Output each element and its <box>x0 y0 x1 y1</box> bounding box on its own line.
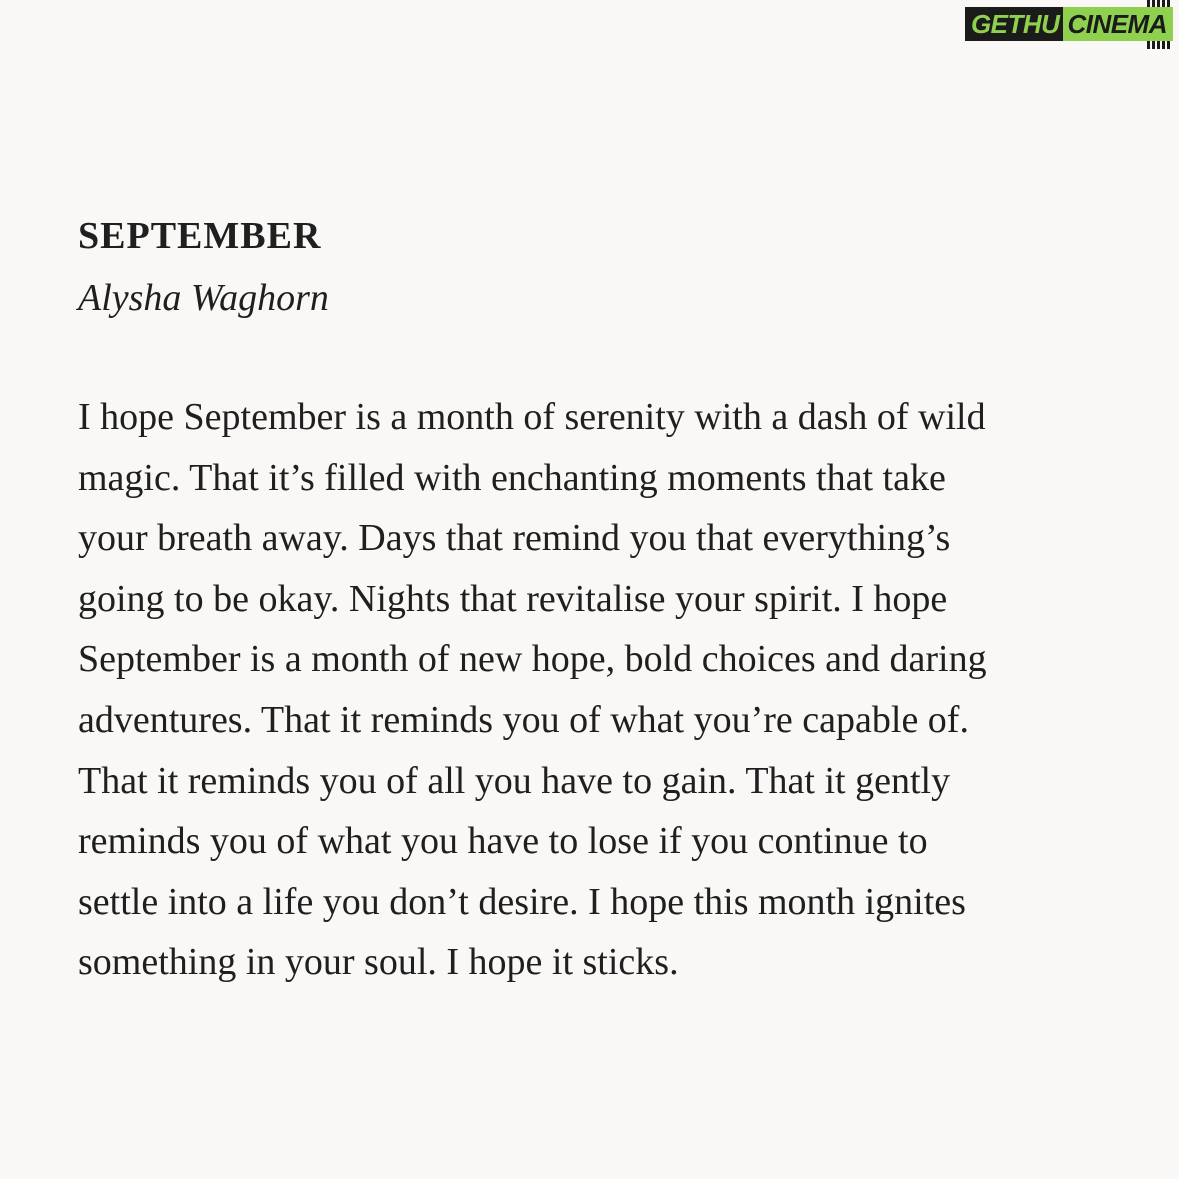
poem-line: going to be okay. Nights that revitalise your spirit. I hope <box>78 577 948 620</box>
poem-line: your breath away. Days that remind you that everything’s <box>78 517 951 560</box>
poem-title: SEPTEMBER <box>78 215 322 257</box>
poem-line: I hope September is a month of serenity with a dash of wild <box>78 396 986 438</box>
film-strip-icon <box>1147 41 1171 49</box>
film-strip-icon <box>1147 0 1171 7</box>
poem-line: That it reminds you of all you have to gain. That it gently <box>78 759 951 802</box>
watermark-logo <box>965 6 1173 42</box>
poem-line: September is a month of new hope, bold choices and daring <box>78 638 987 681</box>
watermark-part1: GETHU <box>965 7 1064 41</box>
poem-line: magic. That it’s filled with enchanting moments that take <box>78 456 946 499</box>
poem-line: adventures. That it reminds you of what you’re capable of. <box>78 698 969 741</box>
poem-author: Alysha Waghorn <box>78 277 329 319</box>
watermark-part2-text: CINEMA <box>1067 9 1167 39</box>
poem-line: settle into a life you don’t desire. I hope this month ignites <box>78 880 966 923</box>
poem-body <box>78 387 1118 993</box>
poem-line: something in your soul. I hope it sticks. <box>78 941 679 984</box>
watermark-part2 <box>1063 7 1173 41</box>
poem-line: reminds you of what you have to lose if you continue to <box>78 820 928 863</box>
